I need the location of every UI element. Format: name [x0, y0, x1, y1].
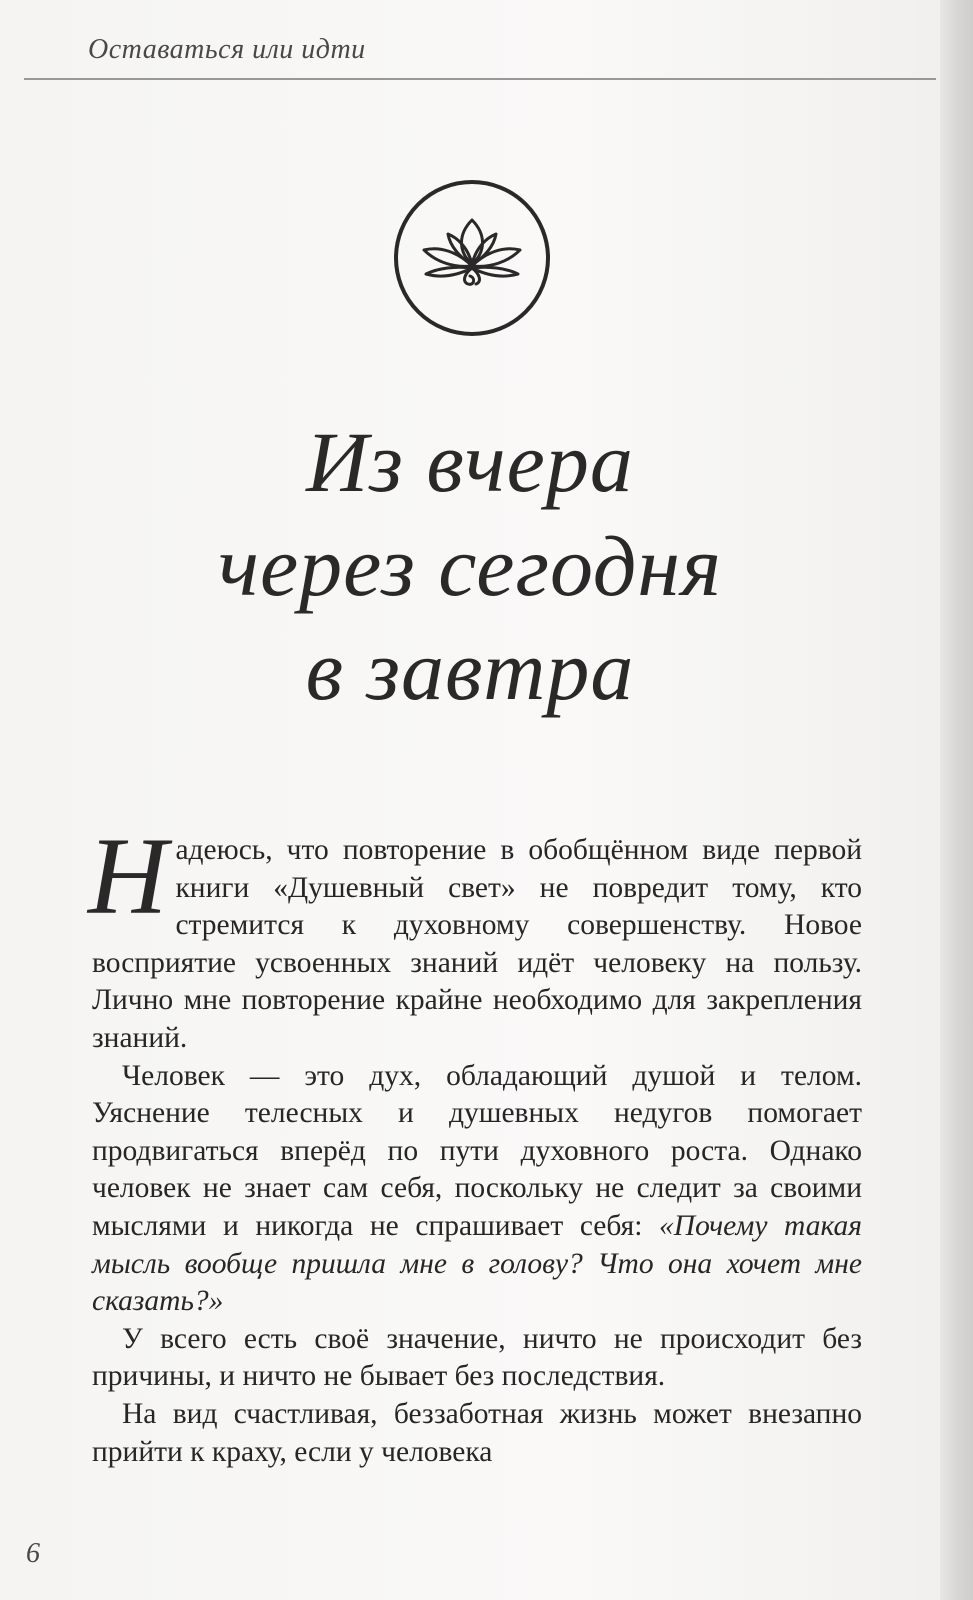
page-number: 6 [26, 1538, 40, 1569]
paragraph-4: На вид счастливая, беззаботная жизнь может внезапно прийти к краху, если у человека [92, 1397, 862, 1468]
paragraph-3: У всего есть своё значение, ничто не происходит без причины, и ничто не бывает без последствия. [92, 1322, 862, 1393]
page-edge [940, 0, 973, 1600]
header-rule [24, 78, 936, 80]
paragraph-2-quote: «Почему такая мысль вообще пришла мне в голову? Что она хочет мне сказать?» [92, 1209, 862, 1318]
running-head: Оставаться или идти [88, 34, 366, 65]
chapter-title-line-3: в завтра [305, 622, 635, 718]
paragraph-1 [88, 815, 862, 1058]
paragraph-1-text: адеюсь, что повторение в обобщённом виде первой книги «Душевный свет» не повредит тому, кто стремится к духовному совершенству. Новое восприятие усвоенных знаний идёт человеку на пользу. Лично мне повторение крайне необходимо для закрепления знаний. [92, 834, 862, 1054]
chapter-title-line-2: через сегодня [217, 518, 723, 614]
body-text [88, 815, 862, 1471]
paragraph-2 [92, 1058, 862, 1321]
paragraph-2-text: Человек — это дух, обладающий душой и телом. Уяснение телесных и душевных недугов помогает продвигаться вперёд по пути духовного роста. Однако человек не знает сам себя, поскольку не следит за своими мыслями и никогда не спрашивает себя: [92, 1059, 862, 1242]
chapter-title [0, 410, 940, 722]
chapter-title-line-1: Из вчера [306, 414, 634, 510]
drop-cap: Н [88, 815, 168, 937]
lotus-icon [392, 178, 552, 338]
